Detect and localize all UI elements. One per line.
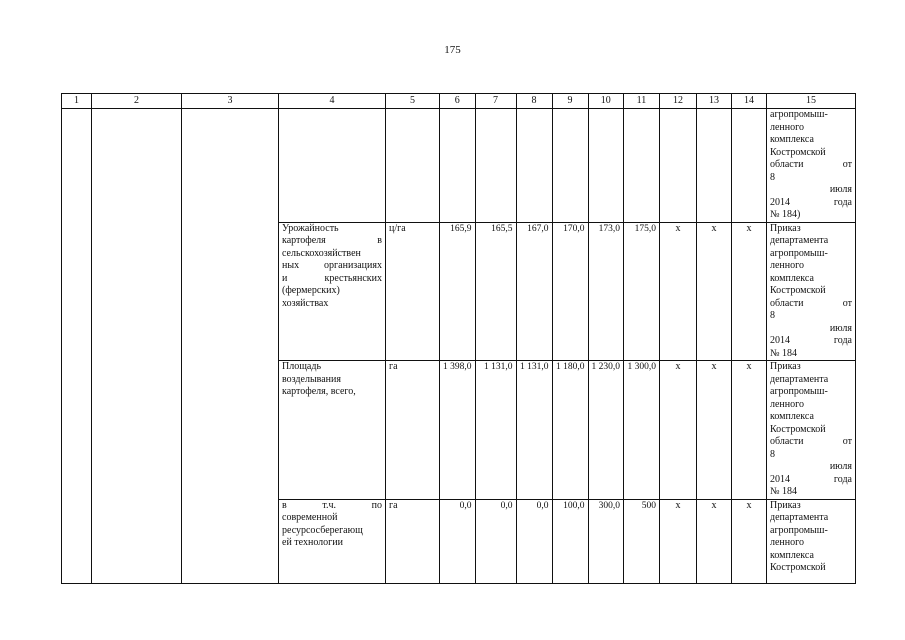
column-header: 8 (516, 94, 552, 109)
indicator-name-line: сельскохозяйствен (282, 247, 361, 259)
indicator-name-line: картофеля, всего, (282, 386, 356, 397)
source-line: агропромыш- (770, 247, 828, 259)
source-line: № 184 (770, 486, 798, 497)
source-line: 8 (770, 448, 775, 460)
cell-col-2 (92, 109, 182, 584)
source-line: Костромской (770, 146, 826, 158)
cell-mark: х (660, 499, 697, 583)
cell-col-1 (62, 109, 92, 584)
column-header: 7 (475, 94, 516, 109)
source-line (770, 461, 852, 474)
source-line (770, 159, 852, 172)
source-line: агропромыш- (770, 386, 828, 397)
cell-unit: га (386, 361, 440, 500)
cell-source (767, 222, 856, 361)
cell-unit: ц/га (386, 222, 440, 361)
source-line (770, 474, 852, 487)
cell-value (588, 109, 624, 223)
cell-value: 1 398,0 (440, 361, 476, 500)
cell-col-3 (182, 109, 279, 584)
source-line-part: области (770, 159, 804, 170)
column-header: 13 (697, 94, 732, 109)
column-header: 1 (62, 94, 92, 109)
source-line-part: июля (829, 461, 852, 472)
column-header: 2 (92, 94, 182, 109)
source-line-part: от (842, 436, 852, 447)
cell-value: 165,5 (475, 222, 516, 361)
source-line (770, 298, 852, 311)
source-line-part: июля (829, 322, 852, 334)
cell-mark: х (660, 222, 697, 361)
source-line: департамента (770, 512, 829, 523)
indicator-name-line: картофеля в (282, 235, 382, 246)
source-line: № 184 (770, 347, 798, 359)
column-header: 15 (767, 94, 856, 109)
source-line-part: года (833, 196, 852, 208)
column-number-row (62, 94, 856, 109)
cell-unit: га (386, 499, 440, 583)
column-header: 11 (624, 94, 660, 109)
source-line: Приказ (770, 222, 801, 234)
cell-mark: х (697, 222, 732, 361)
indicator-name-line: (фермерских) (282, 285, 340, 296)
indicator-name-line: хозяйствах (282, 297, 329, 309)
indicator-name-line: в т.ч. по (282, 499, 382, 511)
cell-value: 175,0 (624, 222, 660, 361)
cell-value: 1 300,0 (624, 361, 660, 500)
cell-value (475, 109, 516, 223)
source-line: Приказ (770, 499, 801, 511)
cell-mark (697, 109, 732, 223)
indicator-name-line: ей технологии (282, 537, 343, 548)
source-line: комплекса (770, 272, 814, 284)
source-line-part: года (833, 335, 852, 346)
source-line-part: области (770, 436, 804, 447)
page-number: 175 (444, 44, 461, 56)
indicator-name-line: и крестьянских (282, 272, 382, 284)
cell-indicator-name (279, 499, 386, 583)
cell-value: 170,0 (552, 222, 588, 361)
cell-indicator-name (279, 361, 386, 500)
cell-indicator-name (279, 222, 386, 361)
cell-value (440, 109, 476, 223)
source-line: Костромской (770, 562, 826, 573)
cell-value (624, 109, 660, 223)
cell-source (767, 361, 856, 500)
source-line-part: июля (829, 184, 852, 195)
source-line-part: года (833, 473, 852, 485)
cell-mark: х (697, 361, 732, 500)
indicator-name-line: возделывания (282, 373, 341, 385)
cell-value: 0,0 (440, 499, 476, 583)
source-line (770, 436, 852, 449)
cell-value: 500 (624, 499, 660, 583)
indicator-name-line: современной (282, 512, 338, 523)
indicator-name-line: ресурсосберегающ (282, 524, 363, 536)
column-header: 6 (440, 94, 476, 109)
source-line (770, 197, 852, 210)
indicator-table (61, 93, 856, 584)
table-body (62, 109, 856, 584)
column-header: 12 (660, 94, 697, 109)
source-line: Костромской (770, 285, 826, 296)
source-line (770, 184, 852, 197)
source-line: ленного (770, 537, 804, 548)
cell-value (516, 109, 552, 223)
cell-value: 1 180,0 (552, 361, 588, 500)
source-line: Приказ (770, 361, 801, 372)
indicator-name-line: Урожайность (282, 222, 339, 234)
cell-source (767, 499, 856, 583)
column-header: 14 (732, 94, 767, 109)
source-line: № 184) (770, 209, 801, 220)
cell-mark: х (732, 499, 767, 583)
indicator-name-line: Площадь (282, 361, 321, 372)
column-header: 10 (588, 94, 624, 109)
cell-value: 173,0 (588, 222, 624, 361)
cell-unit (386, 109, 440, 223)
source-line: Костромской (770, 423, 826, 435)
table-row-continuation (62, 109, 856, 223)
cell-value: 1 131,0 (475, 361, 516, 500)
cell-mark: х (660, 361, 697, 500)
cell-name (279, 109, 386, 223)
source-line: 8 (770, 310, 775, 321)
source-lines (770, 109, 852, 222)
cell-value: 300,0 (588, 499, 624, 583)
cell-mark: х (697, 499, 732, 583)
source-line: комплекса (770, 134, 814, 145)
cell-value (552, 109, 588, 223)
cell-value: 1 131,0 (516, 361, 552, 500)
cell-value: 165,9 (440, 222, 476, 361)
source-line: департамента (770, 235, 829, 246)
column-header: 4 (279, 94, 386, 109)
source-line: агропромыш- (770, 524, 828, 536)
cell-value: 0,0 (516, 499, 552, 583)
cell-value: 1 230,0 (588, 361, 624, 500)
indicator-name-line: ных организациях (282, 260, 382, 271)
source-line: департамента (770, 373, 829, 385)
source-line-part: области (770, 297, 804, 309)
source-line: комплекса (770, 411, 814, 422)
source-line-part: от (842, 159, 852, 170)
column-header: 3 (182, 94, 279, 109)
source-line: ленного (770, 260, 804, 271)
source-line-part: 2014 (770, 335, 790, 346)
cell-value: 0,0 (475, 499, 516, 583)
source-line: 8 (770, 171, 775, 183)
cell-source (767, 109, 856, 223)
source-line: ленного (770, 398, 804, 410)
column-header: 9 (552, 94, 588, 109)
cell-value: 167,0 (516, 222, 552, 361)
cell-mark (660, 109, 697, 223)
cell-value: 100,0 (552, 499, 588, 583)
source-line (770, 323, 852, 336)
source-line (770, 335, 852, 348)
source-line: ленного (770, 121, 804, 133)
source-line: комплекса (770, 549, 814, 561)
source-line: агропромыш- (770, 109, 828, 120)
column-header: 5 (386, 94, 440, 109)
source-line-part: 2014 (770, 196, 790, 208)
source-line-part: 2014 (770, 473, 790, 485)
cell-mark: х (732, 361, 767, 500)
cell-mark: х (732, 222, 767, 361)
source-line-part: от (842, 297, 852, 309)
cell-mark (732, 109, 767, 223)
